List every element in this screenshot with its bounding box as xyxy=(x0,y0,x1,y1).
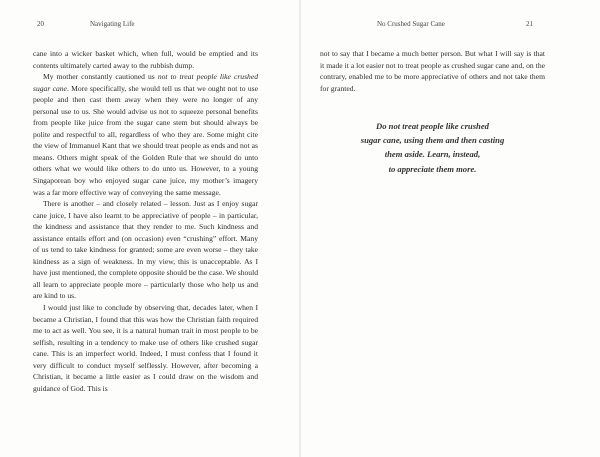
left-paragraph-2-emphasis: not to treat people like crushed sugar cane xyxy=(33,72,258,93)
right-running-head: No Crushed Sugar Cane xyxy=(377,20,445,28)
left-paragraph-2-rest: . More specifically, she would tell us that we ought not to use people and then cast them away when they were no longer of any personal use to us. She would advise us not to squeeze personal benefits from people like juice from the sugar cane stem but should always be polite and respectful to all, regardless of who they are. Some might cite the view of Immanuel Kant that we should treat people as ends and not as means. Others might speak of the Golden Rule that we should do unto others what we would like others to do unto us. However, to a young Singaporean boy who enjoyed sugar cane juice, my mother’s imagery was a far more effective way of conveying the same message. xyxy=(33,83,258,197)
right-page xyxy=(300,0,600,457)
right-paragraph-1: not to say that I became a much better person. But what I will say is that it made it a lot easier not to treat people as crushed sugar cane and, on the contrary, enabled me to be more appreciative of others and not take them for granted. xyxy=(320,49,545,93)
left-paragraph-3: There is another – and closely related – lesson. Just as I enjoy sugar cane juice, I have also learnt to be appreciative of people – in particular, the kindness and assistance that they render to me. Such kindness and assistance entails effort and (on occasion) even “crushing” effort. Many of us tend to take kindness for granted; some are even worse – they take kindness as a sign of weakness. In my view, this is unacceptable. As I have just mentioned, the complete opposite should be the case. We should all learn to appreciate people more – particularly those who help us and are kind to us. xyxy=(33,199,258,301)
right-body-text xyxy=(320,48,545,94)
pull-quote-line-1: Do not treat people like crushed xyxy=(376,121,489,131)
left-paragraph-2 xyxy=(33,71,258,198)
left-page-number: 20 xyxy=(37,20,44,28)
pull-quote-line-2: sugar cane, using them and then casting xyxy=(360,135,505,146)
pull-quote-line-3: them aside. Learn, instead, xyxy=(384,149,481,160)
left-body-text xyxy=(33,48,258,394)
left-paragraph-1: cane into a wicker basket which, when full, would be emptied and its contents ultimately carted away to the rubbish dump. xyxy=(33,49,258,70)
pull-quote xyxy=(320,119,545,176)
left-paragraph-4: I would just like to conclude by observing that, decades later, when I became a Christian, I found that this was how the Christian faith required me to act as well. You see, it is a natural human trait in most people to be selfish, resulting in a tendency to make use of others like crushed sugar cane. This is an imperfect world. Indeed, I must confess that I found it very difficult to conduct myself selflessly. However, after becoming a Christian, it became a little easier as I could draw on the wisdom and guidance of God. This is xyxy=(33,303,258,393)
left-paragraph-2-intro: My mother constantly cautioned us xyxy=(43,72,158,82)
right-page-number: 21 xyxy=(526,20,533,28)
pull-quote-line-4: to appreciate them more. xyxy=(388,163,477,174)
left-running-head: Navigating Life xyxy=(90,20,135,28)
